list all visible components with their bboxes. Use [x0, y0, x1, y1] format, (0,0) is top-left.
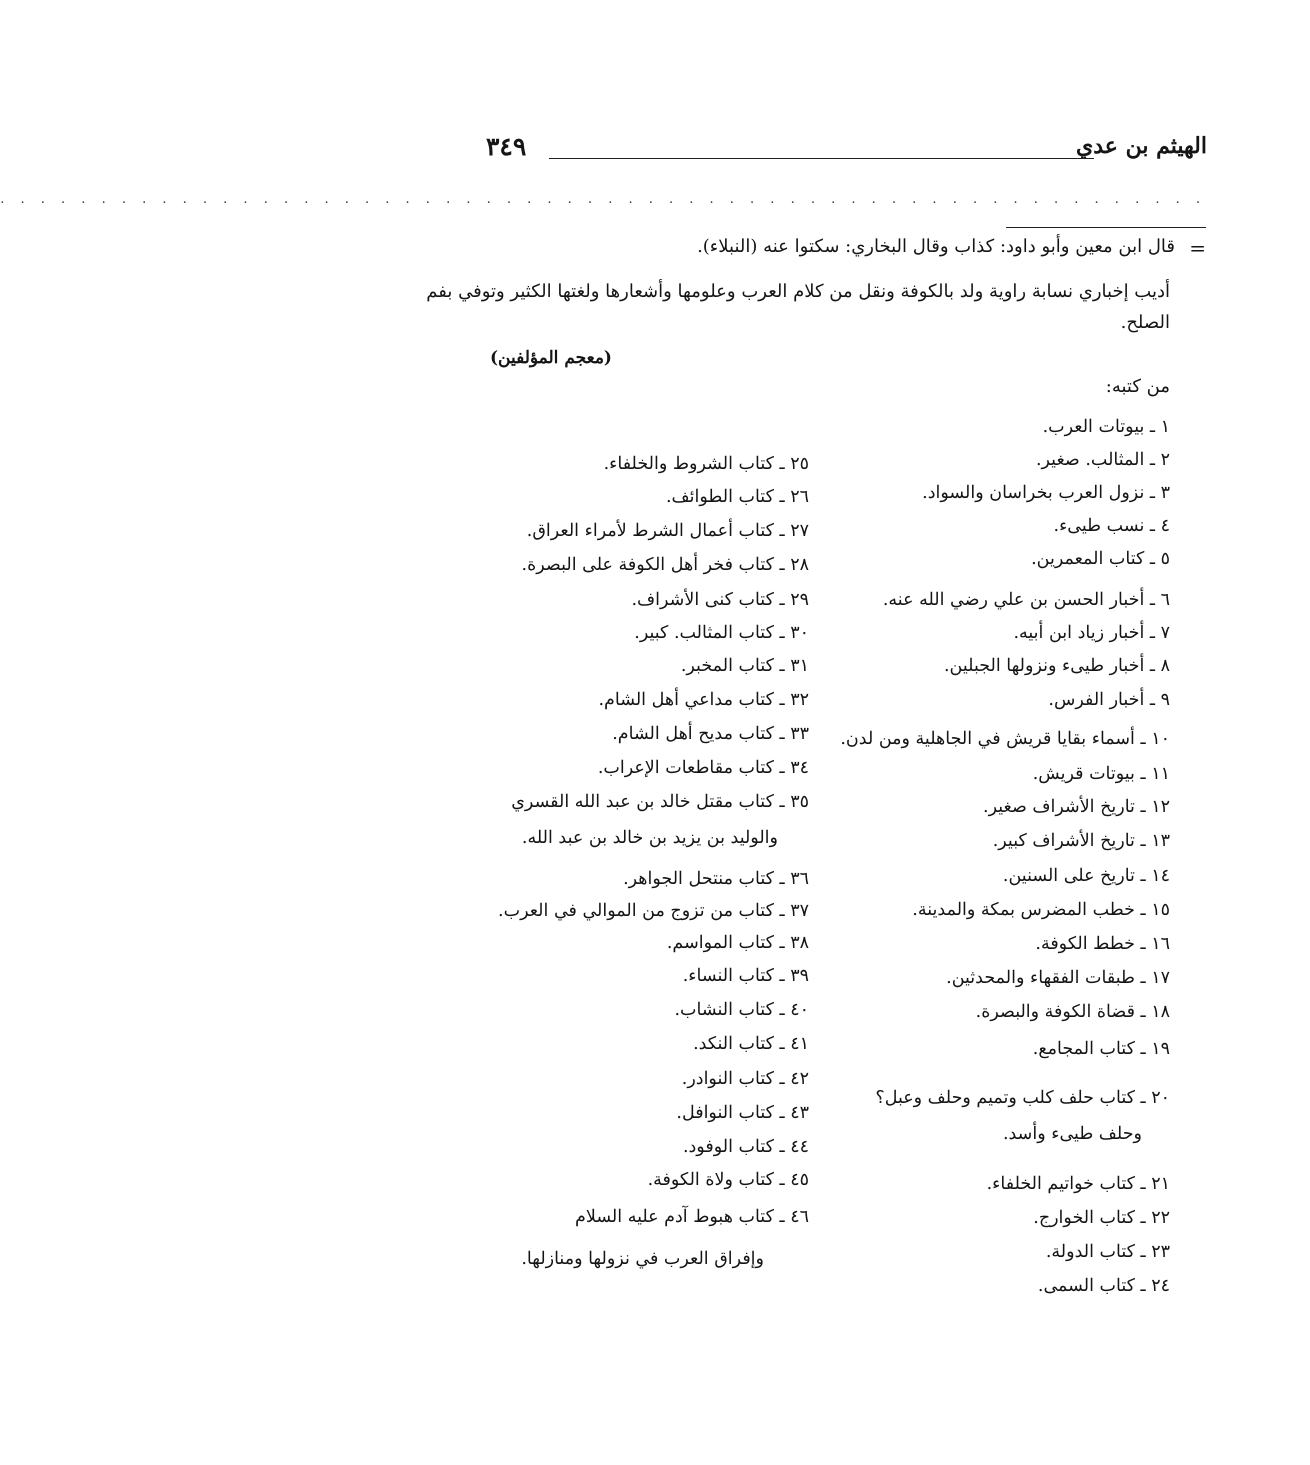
book-item: ٢٤ ـ كتاب السمى.	[1037, 1276, 1170, 1296]
book-item: ٢٦ ـ كتاب الطوائف.	[665, 487, 809, 507]
book-item: ٣٥ ـ كتاب مقتل خالد بن عبد الله القسري	[511, 792, 809, 812]
book-item: ٣٢ ـ كتاب مداعي أهل الشام.	[598, 690, 809, 710]
running-title: الهيثم بن عدي	[1076, 133, 1207, 159]
book-item: ٦ ـ أخبار الحسن بن علي رضي الله عنه.	[882, 590, 1170, 610]
book-item: ٤٢ ـ كتاب النوادر.	[681, 1069, 809, 1089]
citation-line: قال ابن معين وأبو داود: كذاب وقال البخاري: سكتوا عنه (النبلاء).	[697, 236, 1175, 257]
book-item: ٤٤ ـ كتاب الوفود.	[682, 1137, 809, 1157]
book-item-continuation: والوليد بن يزيد بن خالد بن عبد الله.	[521, 828, 778, 848]
book-item: ٣٠ ـ كتاب المثالب. كبير.	[634, 623, 809, 643]
book-item: ٣٩ ـ كتاب النساء.	[682, 966, 809, 986]
book-item: ٢٣ ـ كتاب الدولة.	[1045, 1242, 1170, 1262]
book-item: ٢ ـ المثالب. صغير.	[1035, 450, 1170, 470]
book-item: ١٣ ـ تاريخ الأشراف كبير.	[992, 831, 1170, 851]
book-item: ٤١ ـ كتاب النكد.	[693, 1034, 809, 1054]
book-item: ٣٨ ـ كتاب المواسم.	[666, 933, 809, 953]
book-item: ٤ ـ نسب طيىء.	[1053, 516, 1170, 536]
book-item: ٤٠ ـ كتاب النشاب.	[674, 1000, 809, 1020]
book-item: ١٠ ـ أسماء بقايا قريش في الجاهلية ومن لدن.	[840, 729, 1170, 749]
book-item: ١٥ ـ خطب المضرس بمكة والمدينة.	[912, 900, 1170, 920]
book-item: ٩ ـ أخبار الفرس.	[1048, 690, 1170, 710]
book-item: ٣١ ـ كتاب المخبر.	[680, 656, 809, 676]
book-item: ١١ ـ بيوتات قريش.	[1032, 764, 1170, 784]
dot-leader: . . . . . . . . . . . . . . . . . . . . . . . . . . . . . . . . . . . . . . . . . . . . . . . . . . . . . . . . . . . .	[0, 192, 1206, 207]
book-item: ١٧ ـ طبقات الفقهاء والمحدثين.	[946, 968, 1170, 988]
book-item: ٢١ ـ كتاب خواتيم الخلفاء.	[986, 1174, 1170, 1194]
source-note: (معجم المؤلفين)	[490, 348, 612, 368]
book-item: ٧ ـ أخبار زياد ابن أبيه.	[1013, 623, 1170, 643]
continuation-mark: =	[1189, 236, 1206, 260]
book-item: ٤٥ ـ كتاب ولاة الكوفة.	[647, 1170, 809, 1190]
book-item-continuation: وإفراق العرب في نزولها ومنازلها.	[521, 1249, 764, 1269]
book-item: ٢٩ ـ كتاب كنى الأشراف.	[631, 590, 809, 610]
book-item: ٨ ـ أخبار طيىء ونزولها الجبلين.	[943, 656, 1170, 676]
book-item: ٤٦ ـ كتاب هبوط آدم عليه السلام	[575, 1207, 809, 1227]
page-number: ٣٤٩	[486, 132, 527, 161]
books-heading: من كتبه:	[1105, 376, 1170, 397]
footnote-rule	[1006, 227, 1206, 228]
book-item: ٢٧ ـ كتاب أعمال الشرط لأمراء العراق.	[526, 521, 809, 541]
book-item: ١٩ ـ كتاب المجامع.	[1032, 1039, 1170, 1059]
book-item: ٣٧ ـ كتاب من تزوج من الموالي في العرب.	[498, 901, 809, 921]
book-item: ٣٤ ـ كتاب مقاطعات الإعراب.	[597, 758, 809, 778]
header-rule	[549, 158, 1094, 159]
book-item: ٣ ـ نزول العرب بخراسان والسواد.	[922, 483, 1170, 503]
book-item: ٥ ـ كتاب المعمرين.	[1031, 549, 1170, 569]
bio-line-2: الصلح.	[1120, 312, 1170, 333]
book-item: ١٨ ـ قضاة الكوفة والبصرة.	[975, 1002, 1170, 1022]
book-item-continuation: وحلف طيىء وأسد.	[1002, 1124, 1142, 1144]
book-item: ١٢ ـ تاريخ الأشراف صغير.	[983, 797, 1170, 817]
book-item: ٤٣ ـ كتاب النوافل.	[676, 1103, 809, 1123]
book-item: ٢٥ ـ كتاب الشروط والخلفاء.	[603, 454, 809, 474]
book-item: ١٤ ـ تاريخ على السنين.	[1002, 866, 1170, 886]
book-item: ٣٦ ـ كتاب منتحل الجواهر.	[623, 869, 809, 889]
book-item: ١٦ ـ خطط الكوفة.	[1035, 934, 1170, 954]
book-item: ٢٠ ـ كتاب حلف كلب وتميم وحلف وعبل؟	[875, 1088, 1170, 1108]
book-item: ٢٢ ـ كتاب الخوارج.	[1033, 1208, 1170, 1228]
bio-line-1: أديب إخباري نسابة راوية ولد بالكوفة ونقل من كلام العرب وعلومها وأشعارها ولغتها الكثير وتوفي بفم	[426, 281, 1170, 302]
book-item: ٢٨ ـ كتاب فخر أهل الكوفة على البصرة.	[521, 555, 809, 575]
book-item: ٣٣ ـ كتاب مديح أهل الشام.	[612, 724, 809, 744]
book-item: ١ ـ بيوتات العرب.	[1042, 417, 1170, 437]
